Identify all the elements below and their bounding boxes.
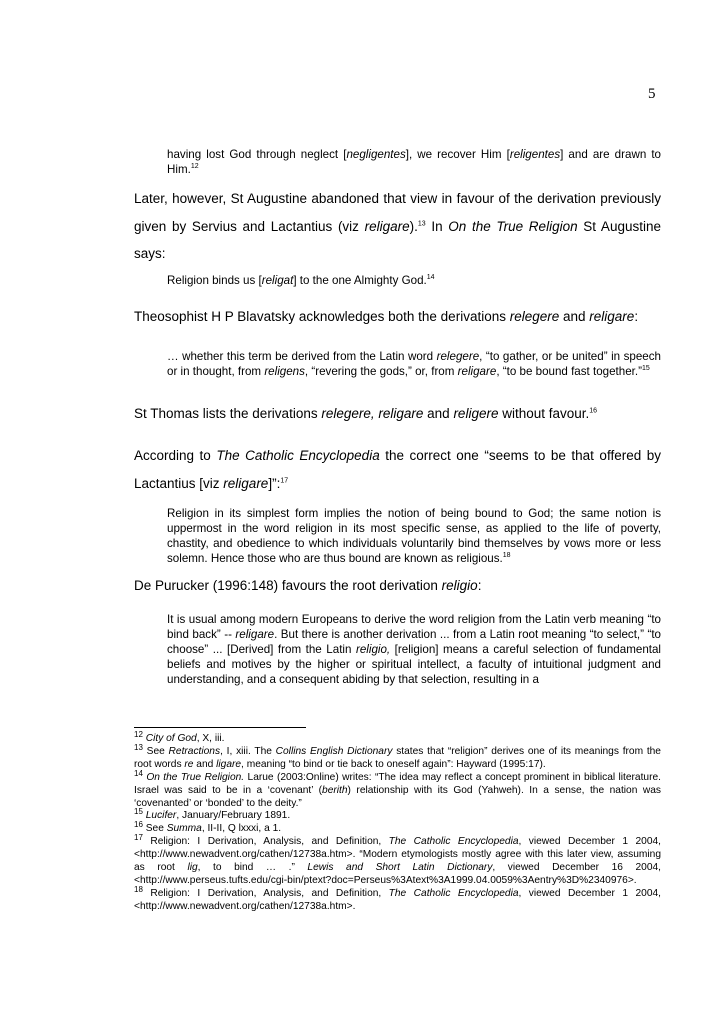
footnote-12 [134,730,661,746]
quote-text: It is usual among modern Europeans to derive the word religion from the Latin verb meaning “to bind back” -- [167,613,661,641]
paragraph-text: the correct one “seems to be that offered by Lactantius [viz [134,448,661,491]
quote-italic: negligentes [346,148,406,161]
footnote-15 [134,807,661,823]
footnote-ref[interactable]: 17 [280,477,289,484]
footnote-text: ) relationship with its God (Yahweh). In a sense, the nation was ‘covenanted’ or ‘bonded’ to the deity.” [134,784,661,809]
quote-text: , “revering the gods,” or, from [304,365,458,378]
footnote-ref[interactable]: 12 [190,163,199,171]
paragraph-text: St Thomas lists the derivations [134,406,322,421]
footnote-text: See [142,823,167,835]
footnote-text: , viewed December 16 2004, <http://www.perseus.tufts.edu/cgi-bin/ptext?doc=Perseus%3Atext%3A1999.04.0059%3Aentry%3D%2340976>. [134,862,661,886]
footnote-number: 14 [134,768,143,778]
quote-italic: religentes [509,148,561,161]
footnote-italic: Retractions [168,745,221,757]
paragraph-text: ]”: [268,475,281,491]
quote-italic: religio, [355,643,391,656]
page-number: 5 [648,86,656,102]
footnote-italic: Lucifer [145,810,177,822]
footnote-text: Religion: I Derivation, Analysis, and Definition, [142,836,389,848]
footnote-ref[interactable]: 16 [589,407,598,415]
footnote-18 [134,884,661,914]
paragraph-italic: religio [441,578,478,593]
footnote-italic: The Catholic Encyclopedia [388,887,519,899]
paragraph-2 [134,303,661,331]
footnote-number: 16 [134,820,143,830]
quote-text: Religion binds us [ [167,274,262,287]
footnote-italic: ligare [216,758,242,770]
footnote-text: , X, iii. [196,733,225,744]
footnote-text: , January/February 1891. [176,810,291,822]
footnote-number: 12 [134,730,143,739]
footnote-text: , viewed December 1 2004, <http://www.newadvent.org/cathen/12738a.htm>. [134,887,661,912]
footnote-13 [134,742,661,772]
quote-text: having lost God through neglect [ [167,148,347,161]
footnote-ref[interactable]: 13 [417,220,426,227]
footnote-italic: Lewis and Short Latin Dictionary [307,862,493,874]
paragraph-italic: religare [589,309,635,324]
paragraph-italic: On the True Religion [448,218,578,234]
paragraph-text: ). [409,218,418,234]
paragraph-4 [134,442,661,497]
block-quote-5 [167,612,661,687]
footnote-italic: berith [322,784,348,796]
footnote-italic: Collins English Dictionary [275,745,393,757]
footnote-text: and [193,758,217,770]
paragraph-italic: religere [453,406,499,421]
quote-text: ], we recover Him [ [405,148,510,161]
footnote-italic: On the True Religion. [146,771,245,783]
paragraph-text: In [425,218,449,234]
paragraph-text: Later, however, St Augustine abandoned that view in favour of the derivation previously given by Servius and Lactantius (viz [134,191,661,234]
quote-italic: religare [457,365,497,378]
block-quote-3 [167,349,661,379]
paragraph-text: According to [134,448,217,463]
footnote-text: , II-II, Q lxxxi, a 1. [201,823,282,835]
quote-italic: religare [235,628,275,641]
paragraph-text: and [423,406,454,421]
paragraph-italic: religare [223,475,269,491]
paragraph-text: and [559,309,590,324]
footnote-separator [134,727,306,728]
paragraph-text: : [477,578,482,593]
quote-text: ] and are drawn to Him. [167,148,662,176]
paragraph-text: De Purucker (1996:148) favours the root derivation [134,578,442,593]
footnote-text: , viewed December 1 2004, <http://www.newadvent.org/cathen/12738a.htm>. “Modern etymologists mostly agree with this later view, assuming as root [134,836,661,874]
paragraph-italic: relegere, religare [321,406,424,421]
footnote-number: 18 [134,884,143,894]
footnote-text: Religion: I Derivation, Analysis, and Definition, [142,887,389,899]
footnote-text: , to bind … .” [197,862,308,874]
footnote-ref[interactable]: 18 [502,552,511,560]
footnote-text: See [142,745,169,757]
quote-text: , “to be bound fast together.” [496,365,642,378]
block-quote-2 [167,273,661,288]
footnote-number: 17 [134,833,143,843]
quote-text: Religion in its simplest form implies the notion of being bound to God; the same notion is uppermost in the word religion in its most specific sense, as applied to the life of poverty, chastity, and obedience to which individuals voluntarily bind themselves by vows more or less solemn. Hence those who are thus bound are known as religious. [167,507,661,565]
footnotes [134,730,661,914]
footnote-number: 15 [134,807,143,817]
footnote-ref[interactable]: 15 [641,365,650,373]
block-quote-4 [167,506,661,566]
quote-text: . But there is another derivation ... from a Latin root meaning “to select,” “to choose” ... [Derived] from the Latin [167,628,661,656]
footnote-italic: lig [187,862,198,874]
footnote-text: Larue (2003:Online) writes: “The idea may reflect a concept prominent in biblical literature. Israel was said to be in a ‘covenant’ ( [134,771,661,796]
paragraph-1 [134,185,661,268]
quote-italic: religat [261,274,294,287]
paragraph-text: St Augustine says: [134,218,661,261]
quote-italic: religens [264,365,305,378]
footnote-ref[interactable]: 14 [426,274,435,282]
paragraph-italic: relegere [509,309,560,324]
footnote-italic: re [184,758,194,770]
footnote-number: 13 [134,742,143,752]
paragraph-text: Theosophist H P Blavatsky acknowledges both the derivations [134,309,510,324]
quote-text: … whether this term be derived from the Latin word [167,350,437,363]
footnote-text: , meaning “to bind or tie back to oneself again”: Hayward (1995:17). [241,758,546,770]
footnote-16 [134,820,661,836]
footnote-italic: City of God [145,733,197,744]
paragraph-3 [134,400,661,428]
paragraph-5 [134,572,661,600]
quote-text: , “to gather, or be united” in speech or in thought, from [167,350,661,378]
quote-text: ] to the one Almighty God. [293,274,427,287]
paragraph-italic: religare [364,218,410,234]
paragraph-text: : [634,309,639,324]
footnote-14 [134,768,661,811]
footnote-italic: Summa [166,823,202,835]
paragraph-text: without favour. [498,406,590,421]
block-quote-1 [167,147,661,177]
footnote-text: states that “religion” derives one of its meanings from the root words [134,745,661,770]
footnote-17 [134,833,661,888]
paragraph-italic: The Catholic Encyclopedia [216,448,380,463]
quote-italic: relegere [436,350,480,363]
quote-text: [religion] means a careful selection of fundamental beliefs and motives by the higher or spiritual intellect, a faculty of intuitional judgment and understanding, and a consequent abiding by that selection, resulting in a [167,643,662,686]
footnote-text: , I, xiii. The [220,745,276,757]
footnote-italic: The Catholic Encyclopedia [388,836,519,848]
